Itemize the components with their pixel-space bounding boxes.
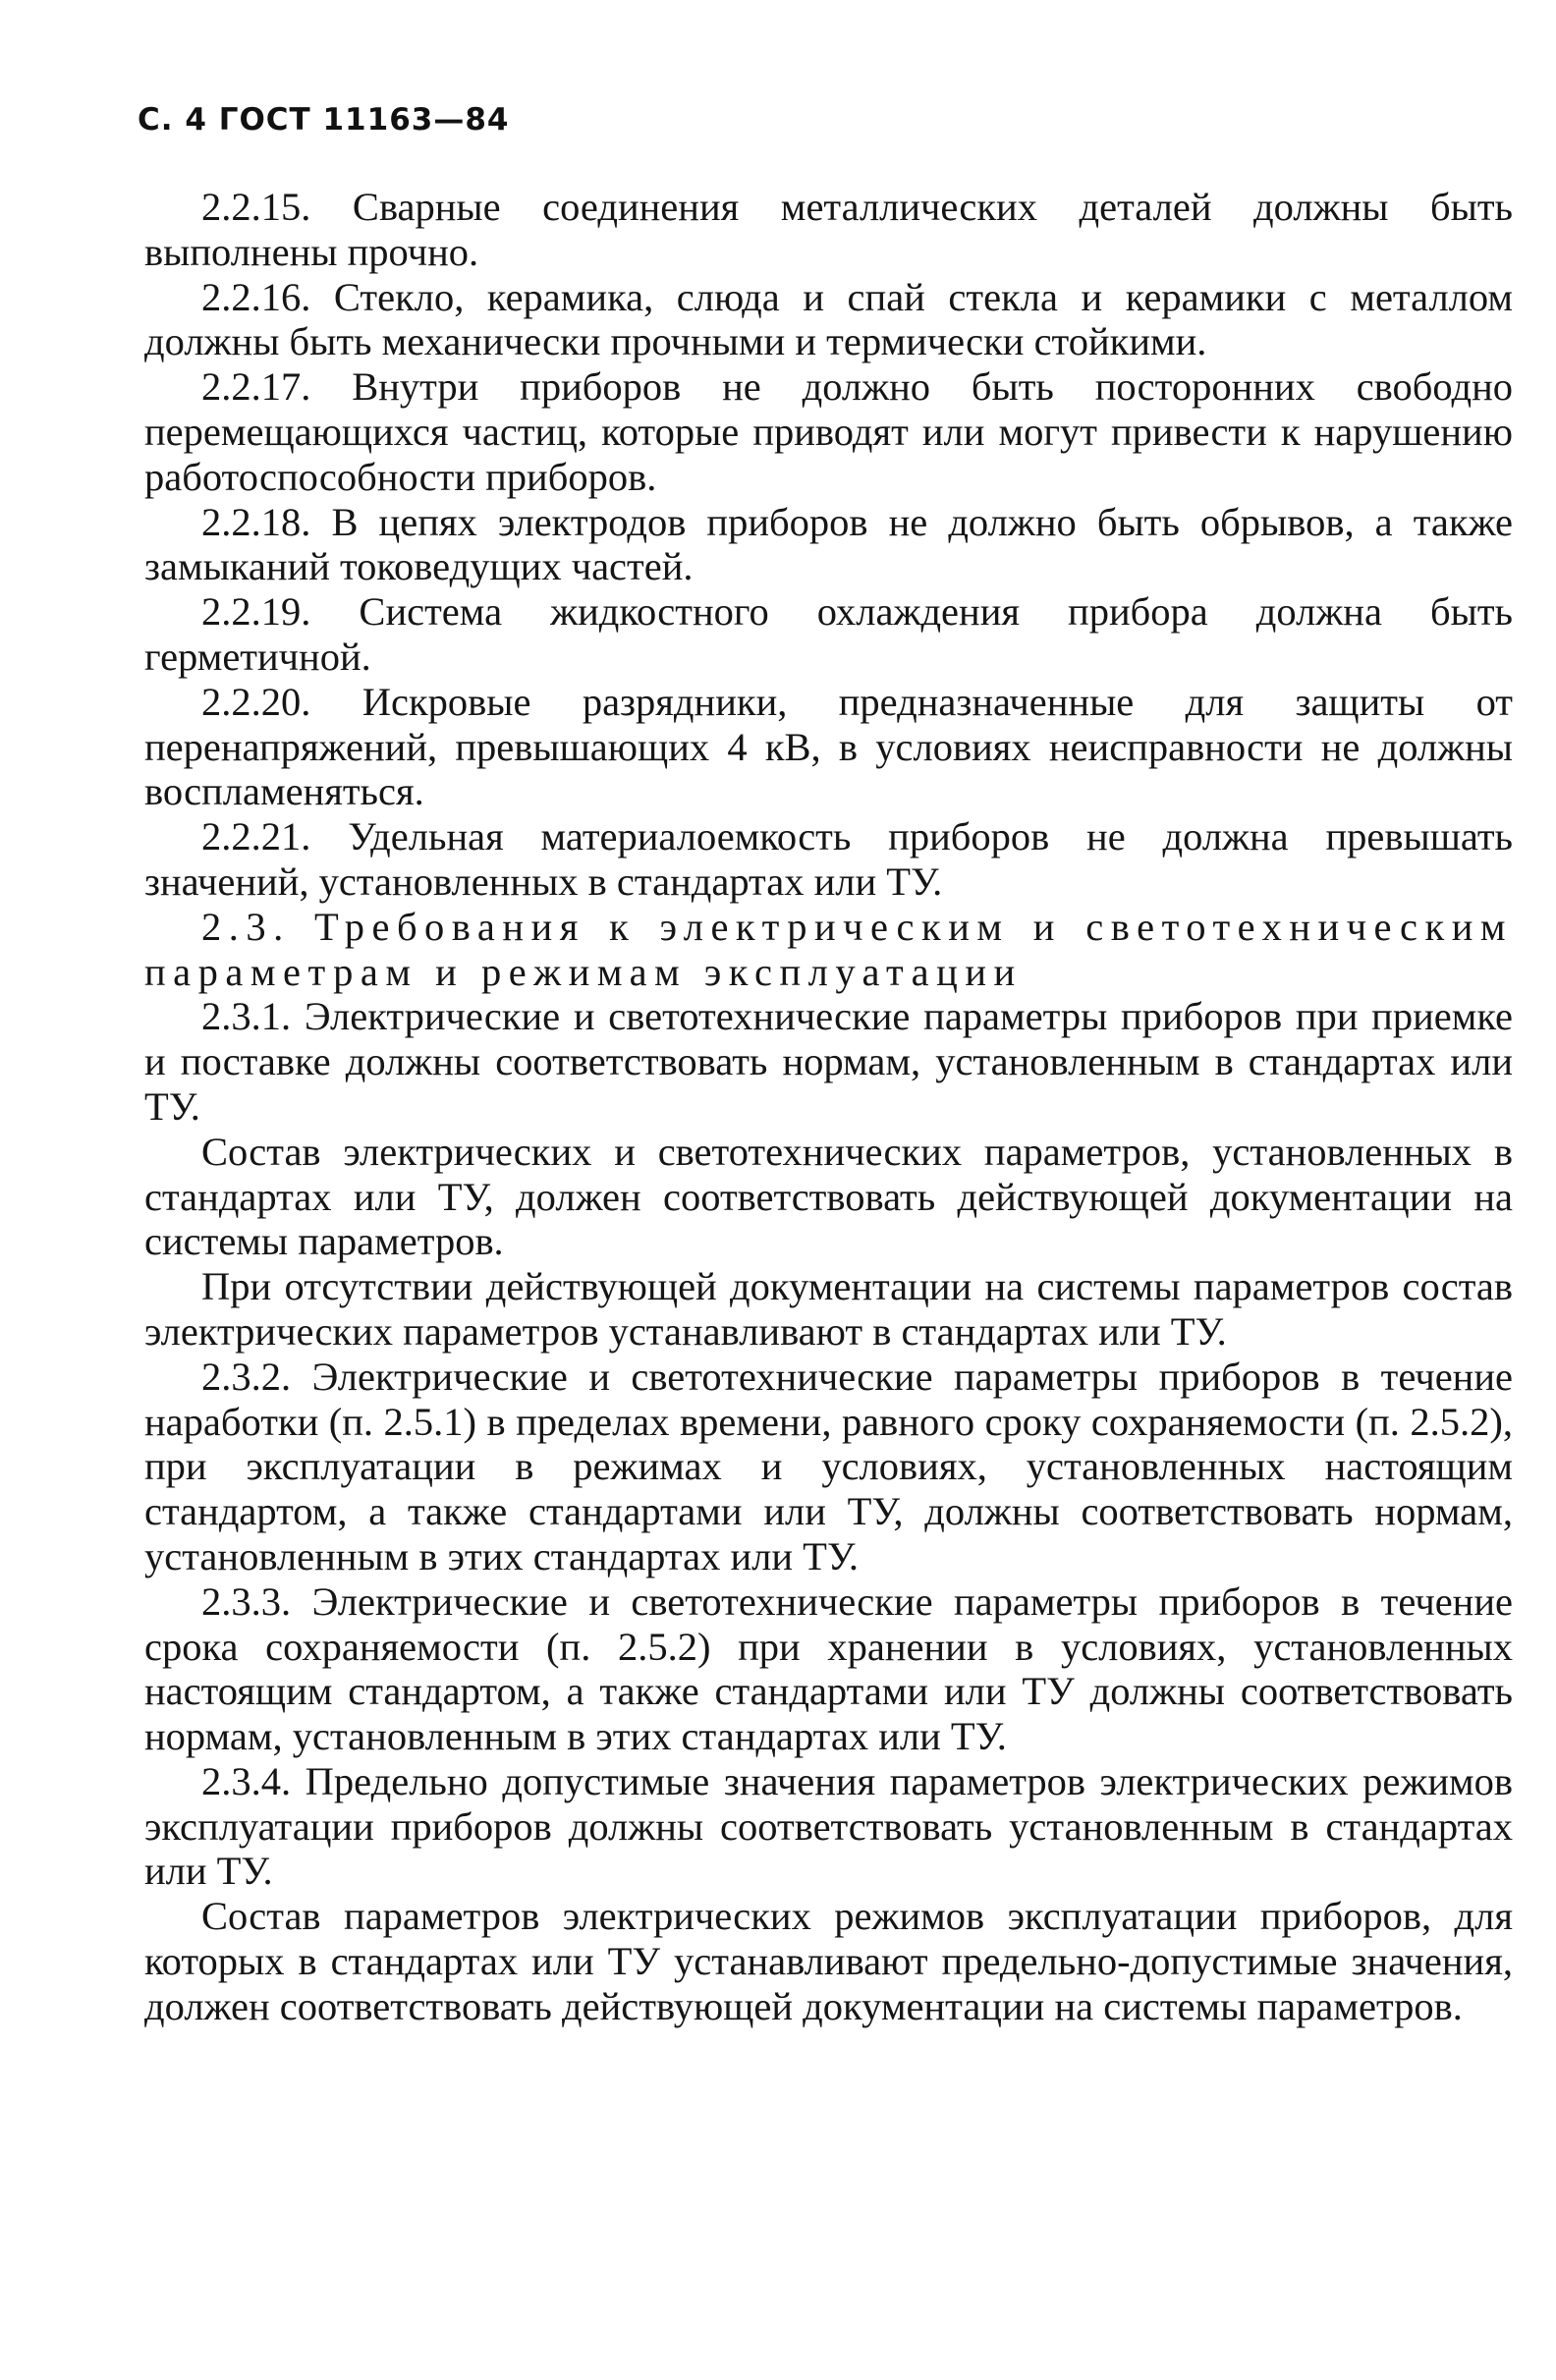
clause-2-2-18: 2.2.18. В цепях электродов приборов не должно быть обрывов, а также замыканий токоведущих частей. [144,499,1513,589]
clause-2-2-20: 2.2.20. Искровые разрядники, предназначенные для защиты от перенапряжений, превышающих 4 кВ, в условиях неисправности не должны воспламеняться. [144,679,1513,814]
clause-2-3-3: 2.3.3. Электрические и светотехнические параметры приборов в течение срока сохраняемости (п. 2.5.2) при хранении в условиях, установленных настоящим стандартом, а также стандартами или ТУ должны соответствовать нормам, установленным в этих стандартах или ТУ. [144,1578,1513,1759]
clause-2-2-21: 2.2.21. Удельная материалоемкость приборов не должна превышать значений, установленных в стандартах или ТУ. [144,814,1513,904]
page-header [138,102,509,138]
standard-designation: ГОСТ 11163—84 [218,102,510,138]
page-number-label: С. 4 [138,102,207,138]
document-body [144,185,1513,2029]
clause-2-2-16: 2.2.16. Стекло, керамика, слюда и спай стекла и керамики с металлом должны быть механически прочными и термически стойкими. [144,274,1513,364]
section-heading-2-3: 2.3. Требования к электрическим и светотехническим параметрам и режимам эксплуатации [144,904,1513,994]
clause-2-3-2: 2.3.2. Электрические и светотехнические параметры приборов в течение наработки (п. 2.5.1) в пределах времени, равного сроку сохраняемости (п. 2.5.2), при эксплуатации в режимах и условиях, установленных настоящим стандартом, а также стандартами или ТУ, должны соответствовать нормам, установленным в этих стандартах или ТУ. [144,1354,1513,1578]
paragraph-absence-of-documentation: При отсутствии действующей документации на системы параметров состав электрических параметров устанавливают в стандартах или ТУ. [144,1264,1513,1354]
paragraph-parameter-composition: Состав электрических и светотехнических параметров, установленных в стандартах или ТУ, должен соответствовать действующей документации на системы параметров. [144,1129,1513,1264]
paragraph-limit-values-composition: Состав параметров электрических режимов эксплуатации приборов, для которых в стандартах или ТУ устанавливают предельно-допустимые значения, должен соответствовать действующей документации на системы параметров. [144,1894,1513,2028]
clause-2-2-17: 2.2.17. Внутри приборов не должно быть посторонних свободно перемещающихся частиц, которые приводят или могут привести к нарушению работоспособности приборов. [144,364,1513,499]
clause-2-3-4: 2.3.4. Предельно допустимые значения параметров электрических режимов эксплуатации приборов должны соответствовать установленным в стандартах или ТУ. [144,1758,1513,1894]
clause-2-2-15: 2.2.15. Сварные соединения металлических деталей должны быть выполнены прочно. [144,185,1513,274]
clause-2-2-19: 2.2.19. Система жидкостного охлаждения прибора должна быть герметичной. [144,589,1513,679]
clause-2-3-1: 2.3.1. Электрические и светотехнические параметры приборов при приемке и поставке должны соответствовать нормам, установленным в стандартах или ТУ. [144,994,1513,1129]
